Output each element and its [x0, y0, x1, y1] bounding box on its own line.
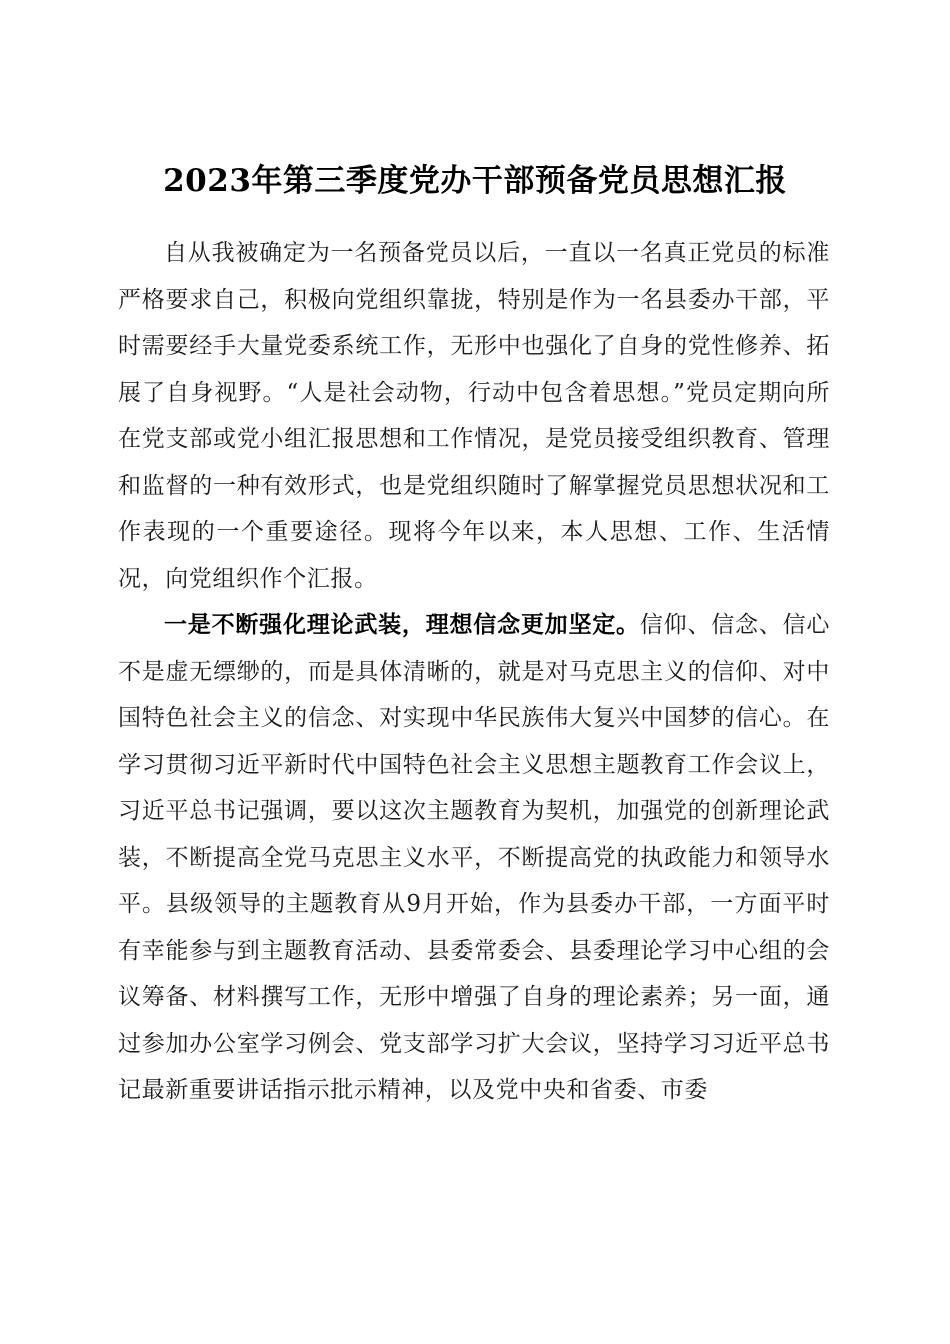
paragraph-text: 自从我被确定为一名预备党员以后，一直以一名真正党员的标准严格要求自己，积极向党组织靠拢，特别是作为一名县委办干部，平时需要经手大量党委系统工作，无形中也强化了自身的党性修养、拓展了自身视野。“人是社会动物，行动中包含着思想。”党员定期向所在党支部或党小组汇报思想和工作情况，是党员接受组织教育、管理和监督的一种有效形式，也是党组织随时了解掌握党员思想状况和工作表现的一个重要途径。现将今年以来，本人思想、工作、生活情况，向党组织作个汇报。: [118, 240, 830, 592]
paragraph-text: 信仰、信念、信心不是虚无缥缈的，而是具体清晰的，就是对马克思主义的信仰、对中国特色社会主义的信念、对实现中华民族伟大复兴中国梦的信心。在学习贯彻习近平新时代中国特色社会主义思想主题教育工作会议上，习近平总书记强调，要以这次主题教育为契机，加强党的创新理论武装，不断提高全党马克思主义水平，不断提高党的执政能力和领导水平。县级领导的主题教育从9月开始，作为县委办干部，一方面平时有幸能参与到主题教育活动、县委常委会、县委理论学习中心组的会议筹备、材料撰写工作，无形中增强了自身的理论素养；另一面，通过参加办公室学习例会、党支部学习扩大会议，坚持学习习近平总书记最新重要讲话指示批示精神，以及党中央和省委、市委: [118, 612, 830, 1103]
document-title: 2023年第三季度党办干部预备党员思想汇报: [163, 162, 787, 199]
document-body: [118, 230, 830, 1114]
paragraph-intro: [118, 230, 830, 602]
paragraph-section-one: [118, 602, 830, 1114]
section-heading: 一是不断强化理论武装，理想信念更加坚定。: [164, 611, 640, 638]
